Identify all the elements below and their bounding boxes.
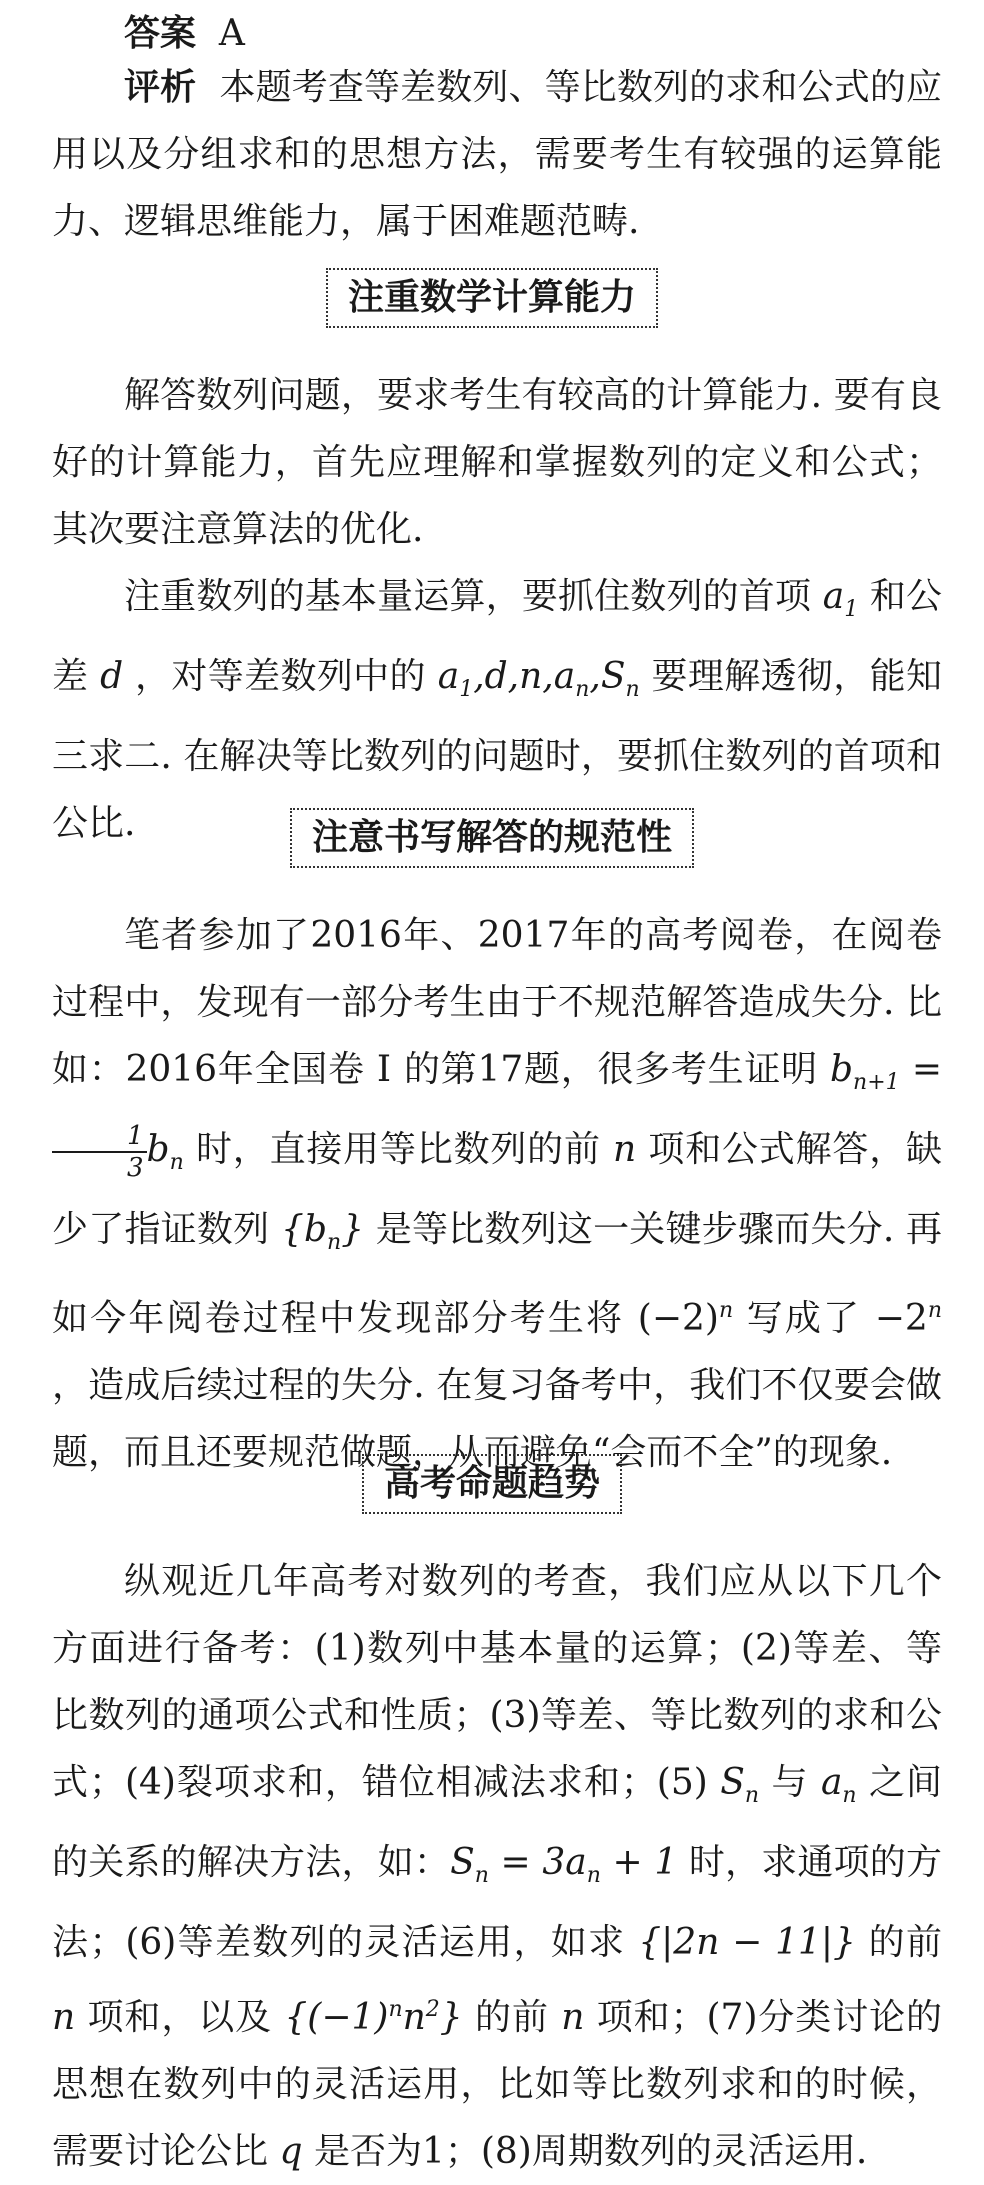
section-1-paragraph-1: 解答数列问题，要求考生有较高的计算能力. 要有良好的计算能力，首先应理解和掌握数列的定义和公式；其次要注意算法的优化. bbox=[52, 375, 942, 550]
math-brace: } bbox=[341, 1209, 365, 1251]
math-sub: n bbox=[575, 677, 590, 703]
math-q: q bbox=[279, 2131, 303, 2173]
review-label: 评析 bbox=[124, 67, 197, 108]
math-alt-sequence bbox=[284, 1997, 462, 2038]
section-heading-1 bbox=[0, 268, 984, 328]
math-d: d bbox=[100, 656, 124, 698]
math-var: S bbox=[450, 1842, 475, 1884]
math-exp: 2 bbox=[425, 1997, 440, 2023]
math-var: a bbox=[437, 656, 460, 698]
math-sub: n bbox=[169, 1150, 184, 1176]
math-neg2-power bbox=[638, 1298, 733, 1339]
review-paragraph bbox=[52, 54, 942, 255]
math-var: a bbox=[822, 576, 845, 617]
math-exp: n bbox=[388, 1997, 403, 2023]
math-brace: { bbox=[281, 1209, 304, 1251]
math-sub: n bbox=[326, 1230, 342, 1256]
section-3-paragraph-1 bbox=[52, 1548, 942, 2185]
text-run: 写成了 bbox=[733, 1297, 875, 1339]
text-run: ，对等差数列中的 bbox=[123, 656, 438, 698]
math-fraction bbox=[52, 1121, 147, 1183]
math-base: −2 bbox=[874, 1297, 928, 1339]
math-relation bbox=[450, 1842, 678, 1889]
math-n: n bbox=[613, 1129, 637, 1171]
math-var: b bbox=[830, 1049, 854, 1090]
math-var: n bbox=[402, 1997, 426, 2039]
math-sub: n bbox=[586, 1863, 601, 1889]
math-vars bbox=[437, 656, 640, 703]
answer-value: A bbox=[218, 13, 245, 54]
math-var: b bbox=[146, 1129, 170, 1171]
answer-label: 答案 bbox=[124, 13, 197, 54]
math-an bbox=[820, 1762, 857, 1809]
math-brace: } bbox=[439, 1997, 463, 2039]
math-base: {(−1) bbox=[284, 1997, 389, 2039]
section-heading-2-text: 注意书写解答的规范性 bbox=[290, 808, 694, 868]
text-run: 和公差 bbox=[52, 576, 942, 698]
math-n: n bbox=[52, 1997, 76, 2039]
text-run: ，造成后续过程的失分. 在复习备考中，我们不仅要会做题，而且还要规范做题，从而避免“会而不全”的现象. bbox=[52, 1364, 942, 1473]
math-sub: 1 bbox=[844, 597, 859, 623]
math-sub: n bbox=[625, 677, 640, 703]
section-heading-1-text: 注重数学计算能力 bbox=[326, 268, 658, 328]
math-sub: n bbox=[744, 1783, 760, 1809]
text-run: 项和，以及 bbox=[75, 1997, 285, 2039]
math-sequence-b bbox=[281, 1209, 365, 1256]
math-sub: n bbox=[842, 1783, 857, 1809]
math-exp: n bbox=[718, 1297, 734, 1323]
math-a1 bbox=[822, 576, 859, 623]
section-heading-3-text: 高考命题趋势 bbox=[362, 1454, 622, 1514]
math-var: S bbox=[720, 1762, 745, 1803]
math-neg2b-power bbox=[875, 1298, 942, 1339]
math-sub: n+1 bbox=[853, 1070, 900, 1096]
math-var: + 1 bbox=[600, 1842, 678, 1884]
math-sub: n bbox=[474, 1863, 489, 1889]
math-Sn bbox=[720, 1762, 760, 1809]
text-run: 笔者参加了2016年、2017年的高考阅卷，在阅卷过程中，发现有一部分考生由于不规范解答造成失分. 比如：2016年全国卷 Ⅰ 的第17题，很多考生证明 bbox=[52, 915, 942, 1090]
math-var: a bbox=[820, 1762, 843, 1803]
section-heading-3 bbox=[0, 1454, 984, 1514]
math-exp: n bbox=[927, 1297, 942, 1323]
fraction-numerator: 1 bbox=[52, 1121, 147, 1153]
math-n: n bbox=[561, 1997, 585, 2039]
text-run: 的前 bbox=[462, 1997, 562, 2039]
fraction-denominator: 3 bbox=[127, 1153, 144, 1184]
text-run: 项和公式解答，缺少了指证数列 bbox=[52, 1129, 942, 1251]
text-run: 之间的关系的解决方法，如： bbox=[52, 1762, 942, 1884]
math-op: = bbox=[899, 1049, 942, 1090]
math-sub: 1 bbox=[459, 677, 474, 703]
text-run: 要理解透彻，能知三求二. 在解决等比数列的问题时，要抓住数列的首项和公比. bbox=[52, 656, 942, 845]
text-run: 注重数列的基本量运算，要抓住数列的首项 bbox=[124, 576, 823, 617]
text-run: 纵观近几年高考对数列的考查，我们应从以下几个方面进行备考：(1)数列中基本量的运算；(2)等差、等比数列的通项公式和性质；(3)等差、等比数列的求和公式；(4)裂项求和，错位相减法求和；(5) bbox=[52, 1561, 942, 1803]
text-run: 是等比数列这一关键步骤而失分. 再如今年阅卷过程中发现部分考生将 bbox=[52, 1209, 942, 1339]
math-var: ,S bbox=[589, 656, 626, 698]
math-base: (−2) bbox=[637, 1297, 719, 1339]
text-run: 是否为1；(8)周期数列的灵活运用. bbox=[302, 2131, 868, 2173]
text-run: 的前 bbox=[855, 1922, 942, 1964]
text-run: 时，直接用等比数列的前 bbox=[183, 1129, 613, 1171]
text-run: 项和；(7)分类讨论的思想在数列中的灵活运用，比如等比数列求和的时候，需要讨论公比 bbox=[52, 1997, 942, 2173]
math-var: = 3a bbox=[488, 1842, 587, 1884]
math-abs-sequence: {|2n − 11|} bbox=[638, 1922, 856, 1964]
text-run: 与 bbox=[759, 1762, 821, 1803]
math-var: ,d,n,a bbox=[473, 656, 576, 698]
section-heading-2 bbox=[0, 808, 984, 868]
section-2-paragraph-1 bbox=[52, 902, 942, 1486]
math-var: b bbox=[303, 1209, 327, 1251]
text-run: 时，求通项的方法；(6)等差数列的灵活运用，如求 bbox=[52, 1842, 942, 1964]
review-text: 本题考查等差数列、等比数列的求和公式的应用以及分组求和的思想方法，需要考生有较强的运算能力、逻辑思维能力，属于困难题范畴. bbox=[52, 67, 942, 242]
